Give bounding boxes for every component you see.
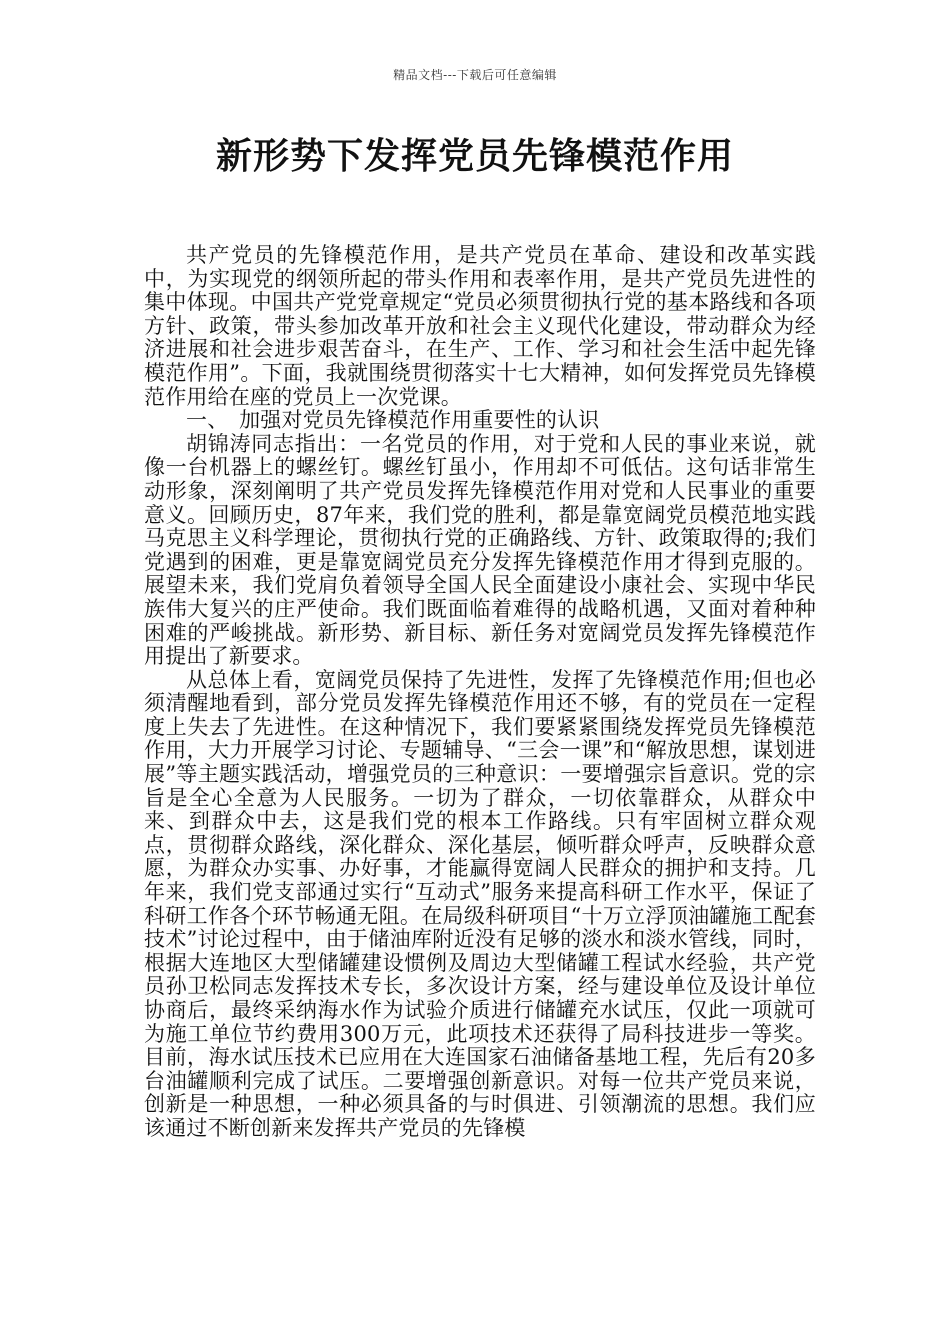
document-title: 新形势下发挥党员先锋模范作用 [215,136,734,177]
document-body [144,244,816,1141]
paragraph-hu-jintao-quote: 胡锦涛同志指出：一名党员的作用，对于党和人民的事业来说，就像一台机器上的螺丝钉。螺丝钉虽小，作用却不可低估。这句话非常生动形象，深刻阐明了共产党员发挥先锋模范作用对党和人民事业的重要意义。回顾历史，87年来，我们党的胜利，都是靠宽阔党员模范地实践马克思主义科学理论，贯彻执行党的正确路线、方针、政策取得的;我们党遇到的困难，更是靠宽阔党员充分发挥先锋模范作用才得到克服的。展望未来，我们党肩负着领导全国人民全面建设小康社会、实现中华民族伟大复兴的庄严使命。我们既面临着难得的战略机遇，又面对着种种困难的严峻挑战。新形势、新目标、新任务对宽阔党员发挥先锋模范作用提出了新要求。 [144,431,816,669]
paragraph-overall-view: 从总体上看，宽阔党员保持了先进性，发挥了先锋模范作用;但也必须清醒地看到，部分党员发挥先锋模范作用还不够，有的党员在一定程度上失去了先进性。在这种情况下，我们要紧紧围绕发挥党员先锋模范作用，大力开展学习讨论、专题辅导、“三会一课”和“解放思想，谋划进展”等主题实践活动，增强党员的三种意识：一要增强宗旨意识。党的宗旨是全心全意为人民服务。一切为了群众，一切依靠群众，从群众中来、到群众中去，这是我们党的根本工作路线。只有牢固树立群众观点，贯彻群众路线，深化群众、深化基层，倾听群众呼声，反映群众意愿，为群众办实事、办好事，才能赢得宽阔人民群众的拥护和支持。几年来，我们党支部通过实行“互动式”服务来提高科研工作水平，保证了科研工作各个环节畅通无阻。在局级科研项目“十万立浮顶油罐施工配套技术”讨论过程中，由于储油库附近没有足够的淡水和淡水管线，同时，根据大连地区大型储罐建设惯例及周边大型储罐工程试水经验，共产党员孙卫松同志发挥技术专长，多次设计方案，经与建设单位及设计单位协商后，最终采纳海水作为试验介质进行储罐充水试压，仅此一项就可为施工单位节约费用300万元，此项技术还获得了局科技进步一等奖。目前，海水试压技术已应用在大连国家石油储备基地工程，先后有20多台油罐顺利完成了试压。二要增强创新意识。对每一位共产党员来说，创新是一种思想，一种必须具备的与时俱进、引领潮流的思想。我们应该通过不断创新来发挥共产党员的先锋模 [144,667,816,1140]
header-note: 精品文档---下载后可任意编辑 [393,68,557,82]
section-heading-1: 一、 加强对党员先锋模范作用重要性的认识 [186,408,600,433]
paragraph-intro: 共产党员的先锋模范作用，是共产党员在革命、建设和改革实践中，为实现党的纲领所起的带头作用和表率作用，是共产党员先进性的集中体现。中国共产党党章规定“党员必须贯彻执行党的基本路线和各项方针、政策，带头参加改革开放和社会主义现代化建设，带动群众为经济进展和社会进步艰苦奋斗，在生产、工作、学习和社会生活中起先锋模范作用”。下面，我就围绕贯彻落实十七大精神，如何发挥党员先锋模范作用给在座的党员上一次党课。 [144,243,816,409]
